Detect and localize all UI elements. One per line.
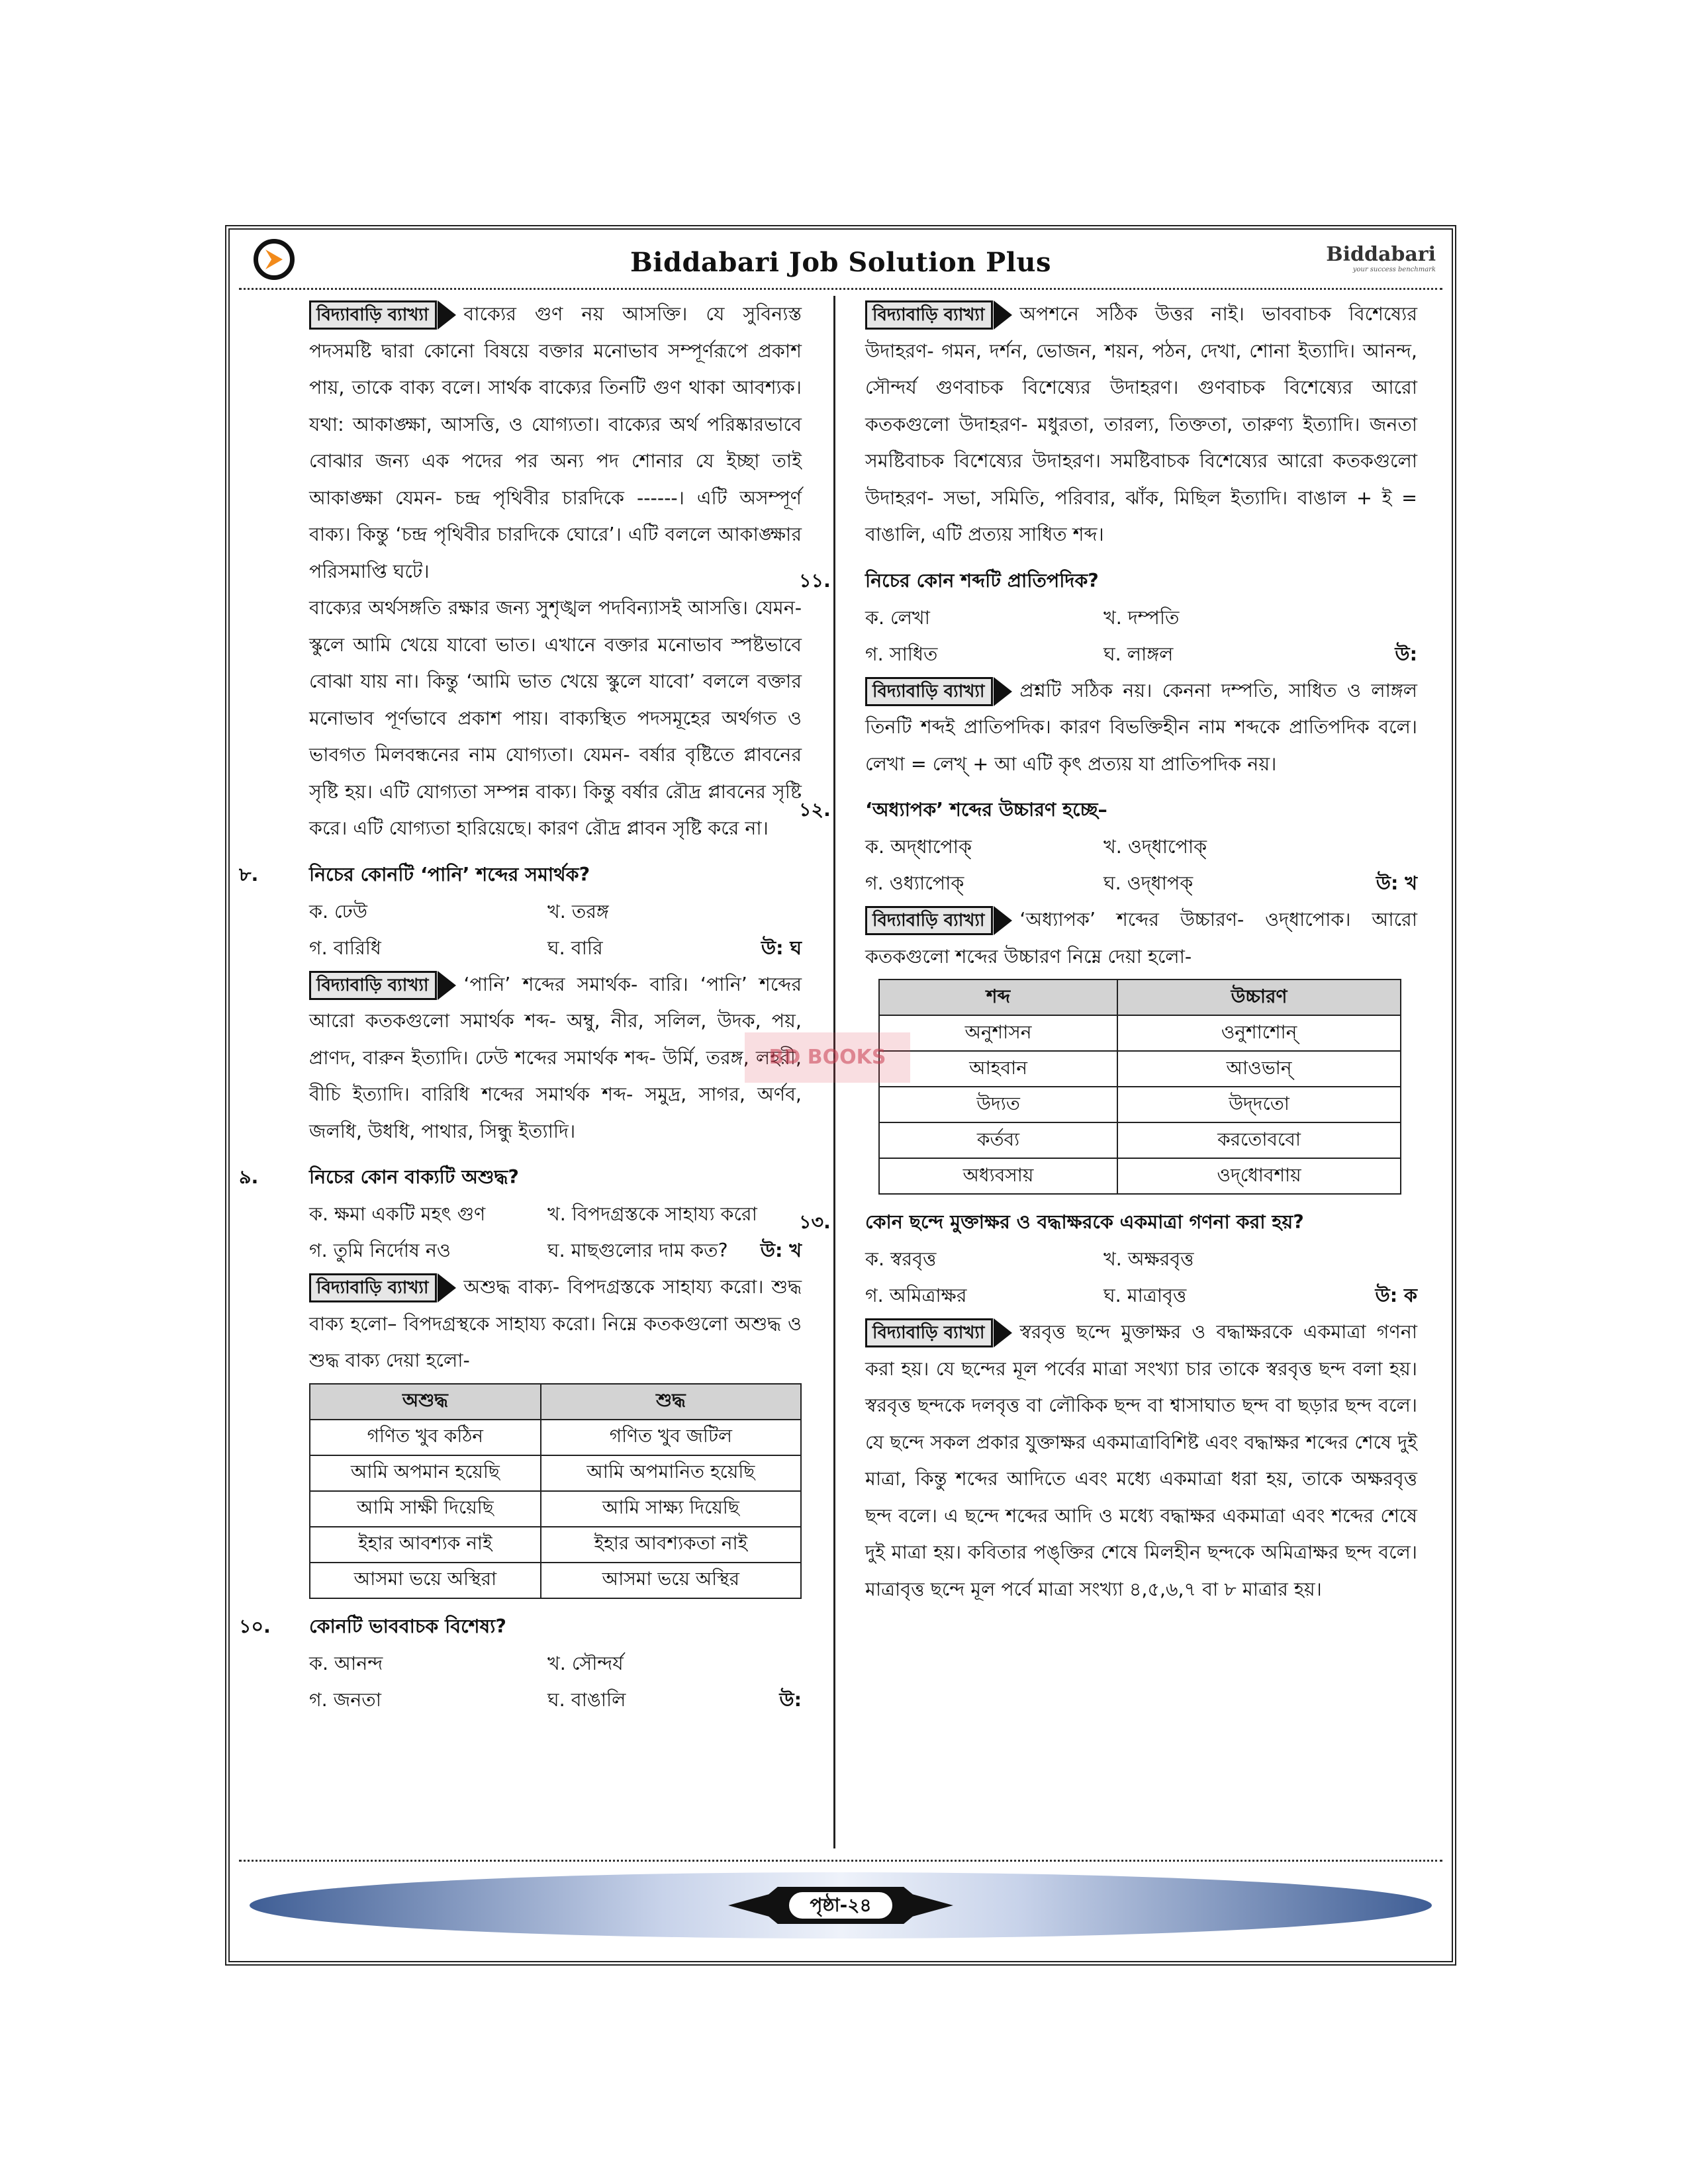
option-d: ঘ. মাত্রাবৃত্ত	[1103, 1285, 1187, 1306]
options-12	[845, 829, 1428, 901]
table-cell: করতোববো	[1117, 1122, 1401, 1158]
option-c: গ. সাধিত	[865, 643, 938, 665]
answer: উ:	[779, 1688, 802, 1711]
option-b: খ. অক্ষরবৃত্ত	[1103, 1248, 1194, 1270]
question-9	[230, 1159, 812, 1196]
table-header-row	[310, 1384, 801, 1420]
table-cell: আমি অপমানিত হয়েছি	[541, 1455, 801, 1491]
option-a: ক. ঢেউ	[309, 900, 367, 923]
table-row	[879, 1158, 1401, 1194]
table-cell: কর্তব্য	[879, 1122, 1117, 1158]
table-cell: অধ্যবসায়	[879, 1158, 1117, 1194]
column-header: শব্দ	[879, 979, 1117, 1015]
table-cell: আসমা ভয়ে অস্থিরা	[310, 1563, 541, 1598]
badge-label: বিদ্যাবাড়ি ব্যাখ্যা	[872, 681, 985, 702]
option-d: ঘ. বাঙালি	[547, 1688, 626, 1711]
badge-label: বিদ্যাবাড়ি ব্যাখ্যা	[872, 305, 985, 325]
option-a: ক. আনন্দ	[309, 1652, 383, 1674]
explanation-block	[845, 901, 1428, 975]
table-cell: আসমা ভয়ে অস্থির	[541, 1563, 801, 1598]
question-text: নিচের কোন বাক্যটি অশুদ্ধ?	[309, 1166, 519, 1188]
explanation-block	[845, 296, 1428, 553]
table-row	[310, 1527, 801, 1563]
table-header-row	[879, 979, 1401, 1015]
options-13	[845, 1241, 1428, 1314]
question-text: ‘অধ্যাপক’ শব্দের উচ্চারণ হচ্ছে–	[865, 799, 1107, 821]
brand-logo	[1326, 243, 1436, 273]
footer-divider	[239, 1860, 1442, 1862]
question-number: ১২.	[799, 799, 831, 821]
option-d: ঘ. মাছগুলোর দাম কত?	[547, 1240, 728, 1261]
options-9	[230, 1196, 812, 1269]
explanation-badge	[309, 971, 437, 1000]
correction-table	[309, 1383, 802, 1599]
watermark: BD BOOKS	[745, 1032, 910, 1083]
table-row	[879, 1015, 1401, 1051]
question-13	[799, 1204, 1428, 1241]
explanation-badge	[865, 677, 993, 706]
explanation-text: ‘অধ্যাপক’ শব্দের উচ্চারণ- ওদ্‌ধাপোক। আরো কতকগুলো শব্দের উচ্চারণ নিম্নে দেয়া হলো-	[865, 909, 1417, 968]
explanation-badge	[309, 300, 437, 330]
explanation-block	[845, 672, 1428, 783]
badge-label: বিদ্যাবাড়ি ব্যাখ্যা	[872, 1323, 985, 1343]
option-d: ঘ. বারি	[547, 936, 603, 959]
options-8	[230, 893, 812, 966]
question-text: কোন ছন্দে মুক্তাক্ষর ও বদ্ধাক্ষরকে একমাত্রা গণনা করা হয়?	[865, 1211, 1304, 1233]
option-a: ক. স্বরবৃত্ত	[865, 1248, 937, 1270]
header-divider	[239, 288, 1442, 290]
option-a: ক. ক্ষমা একটি মহৎ গুণ	[309, 1203, 486, 1225]
question-10	[230, 1608, 812, 1645]
pronunciation-table	[878, 979, 1401, 1195]
table-row	[879, 1122, 1401, 1158]
option-c: গ. তুমি নির্দোষ নও	[309, 1240, 451, 1261]
option-b: খ. বিপদগ্রস্তকে সাহায্য করো	[547, 1203, 757, 1225]
explanation-badge	[865, 300, 993, 330]
left-column	[230, 296, 812, 1855]
option-d: ঘ. লাঙ্গল	[1103, 643, 1174, 665]
explanation-text: স্বরবৃত্ত ছন্দে মুক্তাক্ষর ও বদ্ধাক্ষরকে একমাত্রা গণনা করা হয়। যে ছন্দের মূল পর্বের মাত্রা সংখ্যা চার তাকে স্বরবৃত্ত ছন্দ বলা হয়। স্বরবৃত্ত ছন্দকে দলবৃত্ত বা লৌকিক ছন্দ বা শ্বাসাঘাত ছন্দ বা ছড়ার ছন্দ বলে। যে ছন্দে সকল প্রকার যুক্তাক্ষর একমাত্রাবিশিষ্ট এবং বদ্ধাক্ষর শব্দের শেষে দুই মাত্রা, কিন্তু শব্দের আদিতে এবং মধ্যে একমাত্রা ধরা হয়, তাকে অক্ষরবৃত্ত ছন্দ বলে। এ ছন্দে শব্দের আদি ও মধ্যে বদ্ধাক্ষর একমাত্রা এবং শব্দের শেষে দুই মাত্রা হয়। কবিতার পঙ্‌ক্তির শেষে মিলহীন ছন্দকে অমিত্রাক্ষর ছন্দ বলে। মাত্রাবৃত্ত ছন্দে মূল পর্বে মাত্রা সংখ্যা ৪,৫,৬,৭ বা ৮ মাত্রার হয়।	[865, 1321, 1417, 1600]
table-row	[310, 1455, 801, 1491]
options-11	[845, 600, 1428, 672]
option-b: খ. তরঙ্গ	[547, 900, 609, 923]
option-b: খ. সৌন্দর্য	[547, 1652, 624, 1674]
table-cell: গণিত খুব জটিল	[541, 1420, 801, 1455]
option-c: গ. জনতা	[309, 1688, 381, 1711]
table-cell: উদ্যত	[879, 1087, 1117, 1122]
question-number: ৮.	[239, 863, 259, 886]
page-number-badge	[728, 1887, 953, 1924]
table-cell: আওভান্	[1117, 1051, 1401, 1087]
option-c: গ. অমিত্রাক্ষর	[865, 1285, 967, 1306]
answer: উ:	[1395, 643, 1417, 665]
explanation-block	[845, 1314, 1428, 1608]
badge-label: বিদ্যাবাড়ি ব্যাখ্যা	[316, 1278, 429, 1298]
explanation-text: প্রশ্নটি সঠিক নয়। কেননা দম্পতি, সাধিত ও লাঙ্গল তিনটি শব্দই প্রাতিপদিক। কারণ বিভক্তিহীন নাম শব্দকে প্রাতিপদিক বলে। লেখা = লেখ্ + আ এটি কৃৎ প্রত্যয় যা প্রাতিপদিক নয়।	[865, 679, 1417, 775]
question-number: ১১.	[799, 569, 831, 592]
question-text: কোনটি ভাববাচক বিশেষ্য?	[309, 1615, 506, 1637]
table-cell: ওদ্‌ধোবশায়	[1117, 1158, 1401, 1194]
page-title: Biddabari Job Solution Plus	[630, 247, 1052, 278]
table-cell: আমি সাক্ষ্য দিয়েছি	[541, 1491, 801, 1527]
explanation-block	[230, 966, 812, 1150]
options-10	[230, 1645, 812, 1718]
table-cell: আহবান	[879, 1051, 1117, 1087]
table-row	[310, 1563, 801, 1598]
question-text: নিচের কোন শব্দটি প্রাতিপদিক?	[865, 569, 1099, 592]
answer: উ: খ	[1376, 872, 1417, 894]
column-header: অশুদ্ধ	[310, 1384, 541, 1420]
brand-tagline: your success benchmark	[1352, 266, 1436, 273]
table-cell: গণিত খুব কঠিন	[310, 1420, 541, 1455]
table-cell: উদ্‌দতো	[1117, 1087, 1401, 1122]
explanation-text: অশুদ্ধ বাক্য- বিপদগ্রস্তকে সাহায্য করো। শুদ্ধ বাক্য হলো– বিপদগ্রস্থকে সাহায্য করো। নিম্নে কতকগুলো অশুদ্ধ ও শুদ্ধ বাক্য দেয়া হলো-	[309, 1276, 802, 1371]
question-number: ৯.	[239, 1166, 259, 1188]
column-header: উচ্চারণ	[1117, 979, 1401, 1015]
answer: উ: ক	[1375, 1285, 1417, 1306]
answer: উ: ঘ	[761, 936, 802, 959]
table-cell: ইহার আবশ্যকতা নাই	[541, 1527, 801, 1563]
table-cell: অনুশাসন	[879, 1015, 1117, 1051]
question-number: ১০.	[239, 1615, 271, 1637]
explanation-badge	[865, 1318, 993, 1347]
explanation-text: বাক্যের গুণ নয় আসক্তি। যে সুবিন্যস্ত পদসমষ্টি দ্বারা কোনো বিষয়ে বক্তার মনোভাব সম্পূর্ণরূপে প্রকাশ পায়, তাকে বাক্য বলে। সার্থক বাক্যের তিনটি গুণ থাকা আবশ্যক। যথা: আকাঙ্ক্ষা, আসত্তি, ও যোগ্যতা। বাক্যের অর্থ পরিষ্কারভাবে বোঝার জন্য এক পদের পর অন্য পদ শোনার যে ইচ্ছা তাই আকাঙ্ক্ষা যেমন- চন্দ্র পৃথিবীর চারদিকে ------। এটি অসম্পূর্ণ বাক্য। কিন্তু ‘চন্দ্র পৃথিবীর চারদিকে ঘোরে’। এটি বললে আকাঙ্ক্ষার পরিসমাপ্তি ঘটে।	[309, 303, 802, 582]
table-cell: ওনুশাশোন্	[1117, 1015, 1401, 1051]
question-number: ১৩.	[799, 1211, 831, 1233]
option-a: ক. অদ্‌ধাপোক্	[865, 836, 972, 858]
explanation-badge	[865, 906, 993, 935]
badge-label: বিদ্যাবাড়ি ব্যাখ্যা	[316, 305, 429, 325]
table-cell: আমি অপমান হয়েছি	[310, 1455, 541, 1491]
page-number: পৃষ্ঠা-২৪	[788, 1891, 894, 1920]
table-cell: ইহার আবশ্যক নাই	[310, 1527, 541, 1563]
question-text: নিচের কোনটি ‘পানি’ শব্দের সমার্থক?	[309, 863, 590, 886]
question-8	[230, 856, 812, 893]
option-b: খ. দম্পতি	[1103, 606, 1180, 629]
option-c: গ. ওধ্যাপোক্	[865, 872, 964, 894]
explanation-block	[230, 296, 812, 590]
answer: উ: খ	[760, 1240, 802, 1261]
brand-name: Biddabari	[1326, 243, 1436, 266]
question-11	[799, 563, 1428, 600]
table-row	[879, 1087, 1401, 1122]
option-d: ঘ. ওদ্‌ধাপক্	[1103, 872, 1194, 894]
badge-label: বিদ্যাবাড়ি ব্যাখ্যা	[316, 975, 429, 995]
column-header: শুদ্ধ	[541, 1384, 801, 1420]
page-frame	[225, 225, 1456, 1966]
explanation-text: অপশনে সঠিক উত্তর নাই। ভাববাচক বিশেষ্যের উদাহরণ- গমন, দর্শন, ভোজন, শয়ন, পঠন, দেখা, শোনা ইত্যাদি। আনন্দ, সৌন্দর্য গুণবাচক বিশেষ্যের উদাহরণ। গুণবাচক বিশেষ্যের আরো কতকগুলো উদাহরণ- মধুরতা, তারল্য, তিক্ততা, তারুণ্য ইত্যাদি। জনতা সমষ্টিবাচক বিশেষ্যের উদাহরণ। সমষ্টিবাচক বিশেষ্যের আরো কতকগুলো উদাহরণ- সভা, সমিতি, পরিবার, ঝাঁক, মিছিল ইত্যাদি। বাঙাল + ই = বাঙালি, এটি প্রত্যয় সাধিত শব্দ।	[865, 303, 1417, 545]
explanation-badge	[309, 1273, 437, 1302]
option-a: ক. লেখা	[865, 606, 930, 629]
table-row	[879, 1051, 1401, 1087]
badge-label: বিদ্যাবাড়ি ব্যাখ্যা	[872, 911, 985, 931]
question-12	[799, 792, 1428, 829]
table-row	[310, 1491, 801, 1527]
table-cell: আমি সাক্ষী দিয়েছি	[310, 1491, 541, 1527]
table-row	[310, 1420, 801, 1455]
option-b: খ. ওদ্‌ধাপোক্	[1103, 836, 1207, 858]
page-header	[230, 230, 1452, 288]
explanation-text: ‘পানি’ শব্দের সমার্থক- বারি। ‘পানি’ শব্দের আরো কতকগুলো সমার্থক শব্দ- অম্বু, নীর, সলিল, উদক, পয়, প্রাণদ, বারুন ইত্যাদি। ঢেউ শব্দের সমার্থক শব্দ- উর্মি, তরঙ্গ, লহরী, বীচি ইত্যাদি। বারিধি শব্দের সমার্থক শব্দ- সমুদ্র, সাগর, অর্ণব, জলধি, উধধি, পাথার, সিন্ধু ইত্যাদি।	[309, 973, 802, 1142]
explanation-block	[230, 1269, 812, 1379]
explanation-text: বাক্যের অর্থসঙ্গতি রক্ষার জন্য সুশৃঙ্খল পদবিন্যাসই আসত্তি। যেমন- স্কুলে আমি খেয়ে যাবো ভাত। এখানে বক্তার মনোভাব স্পষ্টভাবে বোঝা যায় না। কিন্তু ‘আমি ভাত খেয়ে স্কুলে যাবো’ বললে বক্তার মনোভাব পূর্ণভাবে প্রকাশ পায়। বাক্যস্থিত পদসমূহের অর্থগত ও ভাবগত মিলবন্ধনের নাম যোগ্যতা। যেমন- বর্ষার বৃষ্টিতে প্লাবনের সৃষ্টি হয়। এটি যোগ্যতা সম্পন্ন বাক্য। কিন্তু বর্ষার রৌদ্র প্লাবনের সৃষ্টি করে। এটি যোগ্যতা হারিয়েছে। কারণ রৌদ্র প্লাবন সৃষ্টি করে না।	[309, 597, 802, 839]
option-c: গ. বারিধি	[309, 936, 381, 959]
